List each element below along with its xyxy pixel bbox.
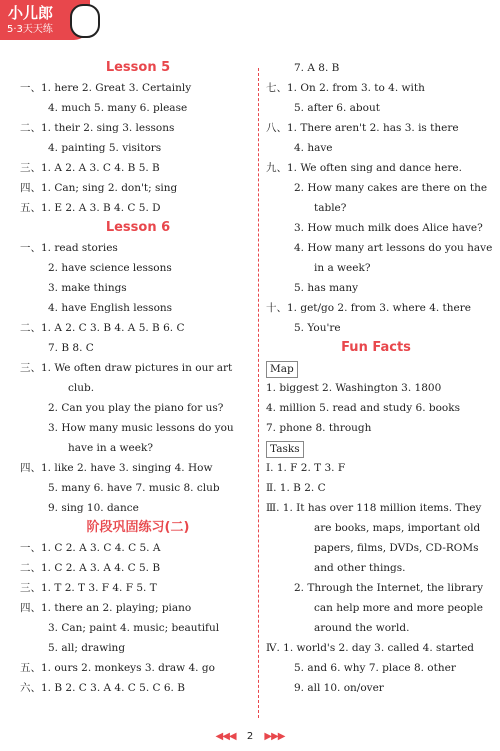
answer-line: 五、1. ours 2. monkeys 3. draw 4. go <box>20 662 215 674</box>
answer-line: 5. has many <box>294 282 359 294</box>
answer-line: 4. much 5. many 6. please <box>48 102 188 114</box>
answer-line: 3. Can; paint 4. music; beautiful <box>48 622 220 634</box>
answer-line: 八、1. There aren't 2. has 3. is there <box>266 122 459 134</box>
brand-name: 小儿郎 <box>8 4 54 22</box>
section-heading: Lesson 5 <box>105 60 171 75</box>
answer-line: 三、1. T 2. T 3. F 4. F 5. T <box>20 582 157 594</box>
boxed-label: Tasks <box>266 441 304 458</box>
answer-line: 一、1. read stories <box>20 242 118 254</box>
answer-line: 七、1. On 2. from 3. to 4. with <box>266 82 425 94</box>
answer-line: 4. have <box>294 142 333 154</box>
answer-line: 2. have science lessons <box>48 262 172 274</box>
answer-line: club. <box>68 382 95 394</box>
answer-line: 2. How many cakes are there on the <box>294 182 488 194</box>
answer-line: 3. make things <box>48 282 127 294</box>
next-arrows-icon: ▶▶▶ <box>264 731 285 742</box>
answer-line: table? <box>314 202 347 214</box>
answer-line: 一、1. C 2. A 3. C 4. C 5. A <box>20 542 161 554</box>
answer-line: 7. B 8. C <box>48 342 94 354</box>
section-heading: 阶段巩固练习(二) <box>86 520 190 535</box>
answer-line: 7. phone 8. through <box>266 422 372 434</box>
answer-line: are books, maps, important old <box>314 522 481 534</box>
answer-line: in a week? <box>314 262 371 274</box>
answer-line: 9. sing 10. dance <box>48 502 139 514</box>
answer-line: 十、1. get/go 2. from 3. where 4. there <box>266 302 471 314</box>
answer-line: 六、1. B 2. C 3. A 4. C 5. C 6. B <box>20 682 185 694</box>
page-header <box>0 0 500 40</box>
answer-line: 三、1. We often draw pictures in our art <box>20 362 233 374</box>
answer-line: 2. Can you play the piano for us? <box>48 402 224 414</box>
answer-line: 5. many 6. have 7. music 8. club <box>48 482 220 494</box>
answer-line: 4. have English lessons <box>48 302 173 314</box>
answer-line: Ⅳ. 1. world's 2. day 3. called 4. started <box>266 642 475 654</box>
answer-line: 5. all; drawing <box>48 642 126 654</box>
section-heading: Lesson 6 <box>105 220 171 235</box>
answer-line: 二、1. C 2. A 3. A 4. C 5. B <box>20 562 161 574</box>
answer-line: 九、1. We often sing and dance here. <box>266 162 462 174</box>
answer-column-right <box>266 58 493 698</box>
answer-line: 三、1. A 2. A 3. C 4. B 5. B <box>20 162 160 174</box>
answer-line: can help more and more people <box>314 602 483 614</box>
answer-line: 1. biggest 2. Washington 3. 1800 <box>266 382 442 394</box>
page-number: 2 <box>246 731 254 742</box>
answer-line: have in a week? <box>68 442 153 454</box>
answer-line: 四、1. like 2. have 3. singing 4. How <box>20 462 213 474</box>
answer-line: 二、1. A 2. C 3. B 4. A 5. B 6. C <box>20 322 185 334</box>
boxed-label-row <box>266 438 486 458</box>
answer-line: and other things. <box>314 562 406 574</box>
answer-line: Ⅲ. 1. It has over 118 million items. They <box>266 502 482 514</box>
answer-line: 3. How many music lessons do you <box>48 422 234 434</box>
answer-line: papers, films, DVDs, CD-ROMs <box>314 542 479 554</box>
answer-line: Ⅰ. 1. F 2. T 3. F <box>266 462 346 474</box>
answer-line: 一、1. here 2. Great 3. Certainly <box>20 82 192 94</box>
answer-line: around the world. <box>314 622 410 634</box>
page-footer <box>0 731 500 742</box>
boxed-label: Map <box>266 361 298 378</box>
answer-line: 3. How much milk does Alice have? <box>294 222 483 234</box>
section-heading: Fun Facts <box>341 340 411 355</box>
answer-line: 5. You're <box>294 322 341 334</box>
answer-line: 五、1. E 2. A 3. B 4. C 5. D <box>20 202 161 214</box>
answer-line: 9. all 10. on/over <box>294 682 384 694</box>
answer-line: 4. painting 5. visitors <box>48 142 162 154</box>
answer-line: 4. million 5. read and study 6. books <box>266 402 460 414</box>
answer-column-left <box>20 58 256 698</box>
mascot-icon <box>70 4 100 38</box>
boxed-label-row <box>266 358 486 378</box>
answer-line: 4. How many art lessons do you have <box>294 242 493 254</box>
answer-line: 二、1. their 2. sing 3. lessons <box>20 122 175 134</box>
prev-arrows-icon: ◀◀◀ <box>215 731 236 742</box>
answer-line: 5. and 6. why 7. place 8. other <box>294 662 456 674</box>
answer-line: Ⅱ. 1. B 2. C <box>266 482 326 494</box>
series-name: 5·3天天练 <box>7 24 53 35</box>
answer-line: 5. after 6. about <box>294 102 380 114</box>
column-divider <box>258 68 259 718</box>
answer-line: 四、1. Can; sing 2. don't; sing <box>20 182 178 194</box>
answer-line: 2. Through the Internet, the library <box>294 582 484 594</box>
answer-line: 四、1. there an 2. playing; piano <box>20 602 192 614</box>
answer-line: 7. A 8. B <box>294 62 340 74</box>
